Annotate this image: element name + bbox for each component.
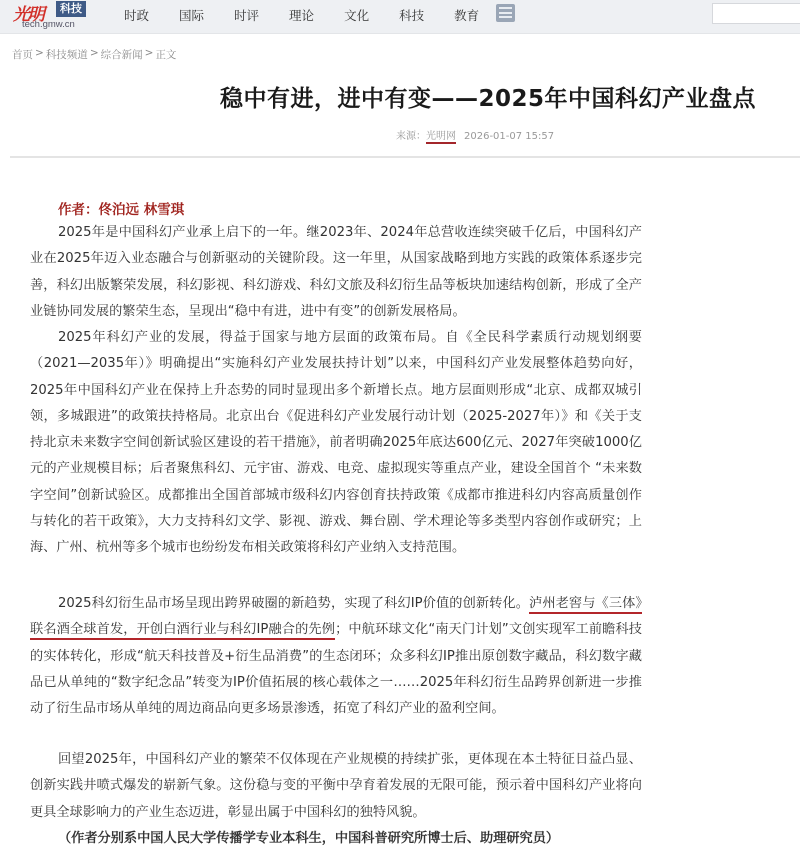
breadcrumb-separator: > xyxy=(89,47,99,59)
nav-item-politics[interactable]: 时政 xyxy=(124,8,150,23)
nav-item-theory[interactable]: 理论 xyxy=(289,8,315,23)
logo-url: tech.gmw.cn xyxy=(22,19,75,30)
nav-item-culture[interactable]: 文化 xyxy=(344,8,370,23)
underlined-highlight: 泸州老窖与《三体》联名酒全球首发，开创白酒行业与科幻IP融合的先例 xyxy=(30,596,642,640)
breadcrumb xyxy=(12,47,176,62)
author-note: （作者分别系中国人民大学传播学专业本科生，中国科普研究所博士后、助理研究员） xyxy=(58,831,560,846)
nav-item-tech[interactable]: 科技 xyxy=(399,8,425,23)
article-paragraph: 回望2025年，中国科幻产业的繁荣不仅体现在产业规模的持续扩张，更体现在本土特征日益凸显、创新实践井喷式爆发的崭新气象。这份稳与变的平衡中孕育着发展的无限可能，预示着中国科幻产业将向更具全球影响力的产业生态迈进，彰显出属于中国科幻的独特风貌。 xyxy=(30,752,642,820)
title-divider xyxy=(10,156,800,158)
article-author: 作者：佟泊远 林雪琪 xyxy=(58,202,185,218)
article-paragraph: 2025年是中国科幻产业承上启下的一年。继2023年、2024年总营收连续突破千亿后，中国科幻产业在2025年迈入业态融合与创新驱动的关键阶段。这一年里，从国家战略到地方实践的政策体系逐步完善，科幻出版繁荣发展，科幻影视、科幻游戏、科幻文旅及科幻衍生品等板块加速结构创新，形成了全产业链协同发展的繁荣生态，呈现出“稳中有进，进中有变”的创新发展格局。 xyxy=(30,225,642,319)
publish-datetime: 2026-01-07 15:57 xyxy=(464,131,555,142)
nav-item-education[interactable]: 教育 xyxy=(454,8,480,23)
logo-badge: 科技 xyxy=(56,1,86,17)
page-title: 稳中有进，进中有变——2025年中国科幻产业盘点 xyxy=(219,86,756,112)
paragraph-text: ；中航环球文化“南天门计划”文创实现军工前瞻科技的实体转化，形成“航天科技普及+衍生品消费”的生态闭环；众多科幻IP推出原创数字藏品，科幻数字藏品已从单纯的“数字纪念品”转变为IP价值拓展的核心载体之一……2025年科幻衍生品跨界创新进一步推动了衍生品市场从单纯的周边商品向更多场景渗透，拓宽了科幻产业的盈利空间。 xyxy=(30,622,642,717)
breadcrumb-home[interactable]: 首页 xyxy=(12,49,33,61)
breadcrumb-tech-channel[interactable]: 科技频道 xyxy=(45,49,88,61)
article-meta xyxy=(396,127,554,142)
article-paragraph: 2025年科幻产业的发展，得益于国家与地方层面的政策布局。自《全民科学素质行动规划纲要（2021—2035年）》明确提出“实施科幻产业发展扶持计划”以来，中国科幻产业发展整体趋势向好，2025年中国科幻产业在保持上升态势的同时显现出多个新增长点。地方层面则形成“北京、成都双城引领，多城跟进”的政策扶持格局。北京出台《促进科幻产业发展行动计划（2025-2027年）》和《关于支持北京未来数字空间创新试验区建设的若干措施》，前者明确2025年底达600亿元、2027年突破1000亿元的产业规模目标；后者聚焦科幻、元宇宙、游戏、电竞、虚拟现实等重点产业，建设全国首个 “未来数字空间”创新试验区。成都推出全国首部城市级科幻内容创育扶持政策《成都市推进科幻内容高质量创作与转化的若干政策》，大力支持科幻文学、影视、游戏、舞台剧、学术理论等多类型内容创作或研究；上海、广州、杭州等多个城市也纷纷发布相关政策将科幻产业纳入支持范围。 xyxy=(30,330,642,556)
top-nav-bar xyxy=(0,0,800,34)
breadcrumb-separator: > xyxy=(35,47,44,59)
search-input[interactable] xyxy=(712,3,800,24)
logo-mark: 光明 xyxy=(13,5,43,25)
site-logo[interactable] xyxy=(8,0,118,34)
nav-item-commentary[interactable]: 时评 xyxy=(234,8,260,23)
paragraph-text: 2025科幻衍生品市场呈现出跨界破圈的新趋势，实现了科幻IP价值的创新转化。 xyxy=(58,596,530,611)
menu-grid-icon[interactable] xyxy=(496,4,515,22)
source-link[interactable]: 光明网 xyxy=(426,131,456,142)
article-paragraph xyxy=(30,591,642,722)
breadcrumb-general-news[interactable]: 综合新闻 xyxy=(100,49,143,61)
breadcrumb-current: 正文 xyxy=(155,49,177,61)
nav-item-international[interactable]: 国际 xyxy=(179,8,205,23)
source-label: 来源： xyxy=(396,131,426,142)
main-nav xyxy=(124,0,509,30)
breadcrumb-separator: > xyxy=(144,47,154,59)
